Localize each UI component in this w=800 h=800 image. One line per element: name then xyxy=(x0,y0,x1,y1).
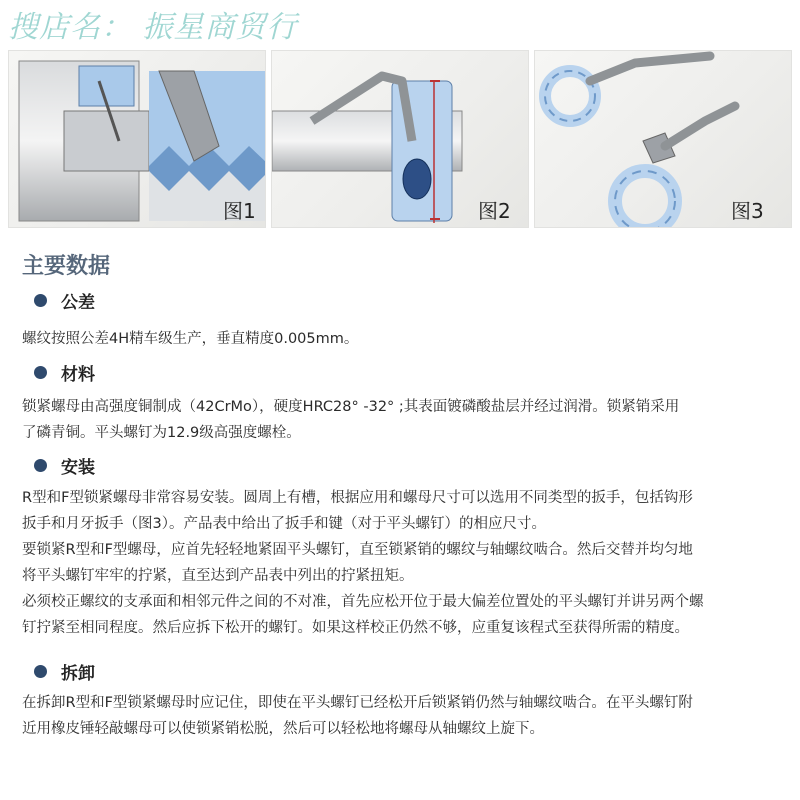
section-heading-removal xyxy=(34,659,95,684)
bullet-icon xyxy=(34,459,47,472)
section-heading-label: 安装 xyxy=(61,458,95,478)
figure-2-label: 图2 xyxy=(478,199,511,223)
paragraph-line: R型和F型锁紧螺母非常容易安装。圆周上有槽，根据应用和螺母尺寸可以选用不同类型的扳手，包括钩形 xyxy=(22,490,693,506)
bullet-icon xyxy=(34,294,47,307)
watermark: 搜店名： 振星商贸行 xyxy=(8,10,298,45)
bullet-icon xyxy=(34,665,47,678)
section-heading-label: 材料 xyxy=(61,365,95,385)
figure-3 xyxy=(534,50,792,228)
paragraph-line: 必须校正螺纹的支承面和相邻元件之间的不对准，首先应松开位于最大偏差位置处的平头螺钉并讲另两个螺 xyxy=(22,594,704,610)
section-heading-installation xyxy=(34,453,95,478)
paragraph-line: 在拆卸R型和F型锁紧螺母时应记住，即使在平头螺钉已经松开后锁紧销仍然与轴螺纹啮合。在平头螺钉附 xyxy=(22,695,693,711)
paragraph-line: 要锁紧R型和F型螺母，应首先轻轻地紧固平头螺钉，直至锁紧销的螺纹与轴螺纹啮合。然后交替并均匀地 xyxy=(22,542,693,558)
tolerance-text xyxy=(22,326,794,352)
figure-3-label: 图3 xyxy=(731,199,764,223)
figure-1 xyxy=(8,50,266,228)
figure-strip xyxy=(8,50,792,228)
section-heading-label: 拆卸 xyxy=(61,664,95,684)
material-text xyxy=(22,394,794,446)
installation-text xyxy=(22,485,794,641)
paragraph-line: 了磷青铜。平头螺钉为12.9级高强度螺栓。 xyxy=(22,425,301,441)
removal-text xyxy=(22,690,794,742)
paragraph-line: 锁紧螺母由高强度铜制成（42CrMo），硬度HRC28° -32° ;其表面镀磷酸盐层并经过润滑。锁紧销采用 xyxy=(22,399,680,415)
figure-2 xyxy=(271,50,529,228)
figure-1-label: 图1 xyxy=(223,199,256,223)
paragraph-line: 螺纹按照公差4H精车级生产，垂直精度0.005mm。 xyxy=(22,331,359,347)
paragraph-line: 钉拧紧至相同程度。然后应拆下松开的螺钉。如果这样校正仍然不够，应重复该程式至获得所需的精度。 xyxy=(22,620,689,636)
section-heading-material xyxy=(34,360,95,385)
section-heading-tolerance xyxy=(34,288,95,313)
section-heading-label: 公差 xyxy=(61,293,95,313)
paragraph-line: 将平头螺钉牢牢的拧紧，直至达到产品表中列出的拧紧扭矩。 xyxy=(22,568,414,584)
paragraph-line: 扳手和月牙扳手（图3）。产品表中给出了扳手和键（对于平头螺钉）的相应尺寸。 xyxy=(22,516,546,532)
bullet-icon xyxy=(34,366,47,379)
page-title: 主要数据 xyxy=(22,254,111,279)
paragraph-line: 近用橡皮锤轻敲螺母可以使锁紧销松脱，然后可以轻松地将螺母从轴螺纹上旋下。 xyxy=(22,721,544,737)
